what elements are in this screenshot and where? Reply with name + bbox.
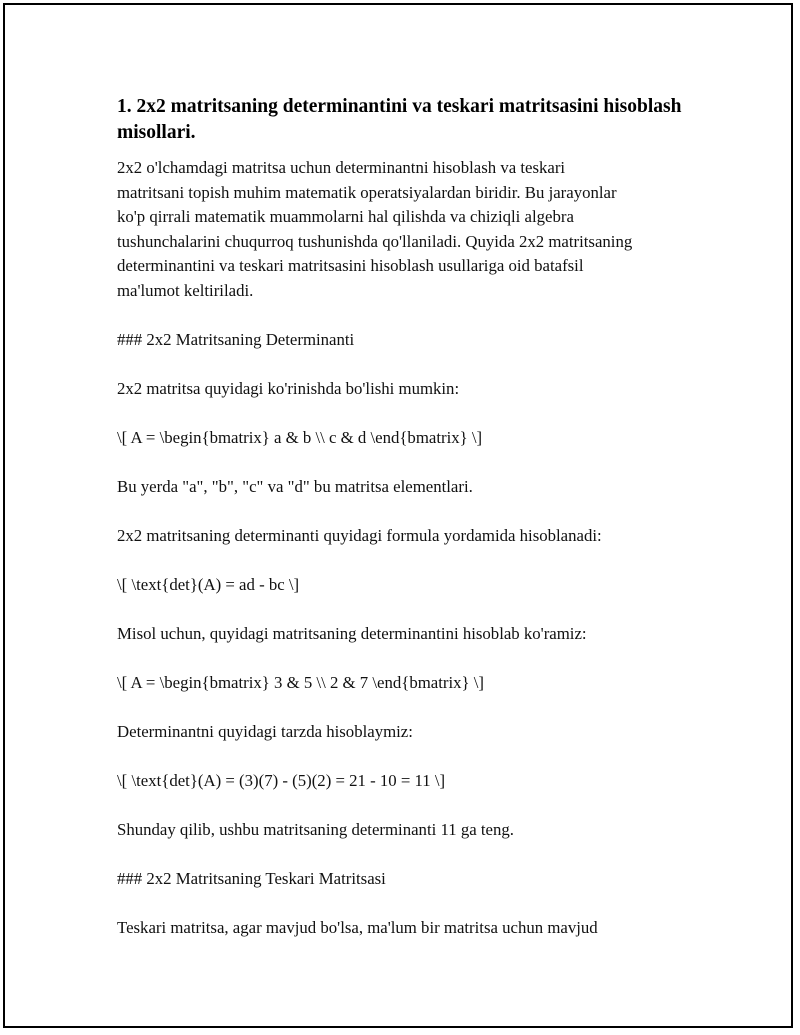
paragraph: Teskari matritsa, agar mavjud bo'lsa, ma'lum bir matritsa uchun mavjud — [117, 917, 598, 937]
intro-line: ma'lumot keltiriladi. — [117, 280, 254, 300]
intro-line: 2x2 o'lchamdagi matritsa uchun determinantni hisoblash va teskari — [117, 158, 566, 177]
document-body — [117, 94, 707, 940]
intro-line: ko'p qirrali matematik muammolarni hal qilishda va chiziqli algebra — [117, 207, 574, 226]
intro-paragraph — [117, 156, 707, 303]
formula-determinant: \[ \text{det}(A) = ad - bc \] — [117, 574, 300, 594]
paragraph: Shunday qilib, ushbu matritsaning determinanti 11 ga teng. — [117, 819, 514, 839]
paragraph: Determinantni quyidagi tarzda hisoblaymiz: — [117, 721, 413, 741]
paragraph: Misol uchun, quyidagi matritsaning determinantini hisoblab ko'ramiz: — [117, 623, 587, 643]
paragraph: 2x2 matritsaning determinanti quyidagi formula yordamida hisoblanadi: — [117, 525, 602, 545]
section-heading-inverse: ### 2x2 Matritsaning Teskari Matritsasi — [117, 868, 386, 888]
paragraph: Bu yerda "a", "b", "c" va "d" bu matritsa elementlari. — [117, 476, 473, 496]
intro-line: tushunchalarini chuqurroq tushunishda qo'llaniladi. Quyida 2x2 matritsaning — [117, 231, 633, 251]
formula-general-matrix: \[ A = \begin{bmatrix} a & b \\ c & d \end{bmatrix} \] — [117, 427, 483, 447]
section-heading-determinant: ### 2x2 Matritsaning Determinanti — [117, 329, 355, 349]
paragraph: 2x2 matritsa quyidagi ko'rinishda bo'lishi mumkin: — [117, 378, 460, 398]
intro-line: determinantini va teskari matritsasini hisoblash usullariga oid batafsil — [117, 256, 584, 275]
formula-example-determinant: \[ \text{det}(A) = (3)(7) - (5)(2) = 21 - 10 = 11 \] — [117, 770, 446, 790]
formula-example-matrix: \[ A = \begin{bmatrix} 3 & 5 \\ 2 & 7 \end{bmatrix} \] — [117, 672, 485, 692]
document-title: 1. 2x2 matritsaning determinantini va teskari matritsasini hisoblash misollari. — [117, 96, 682, 143]
intro-line: matritsani topish muhim matematik operatsiyalardan biridir. Bu jarayonlar — [117, 182, 617, 202]
